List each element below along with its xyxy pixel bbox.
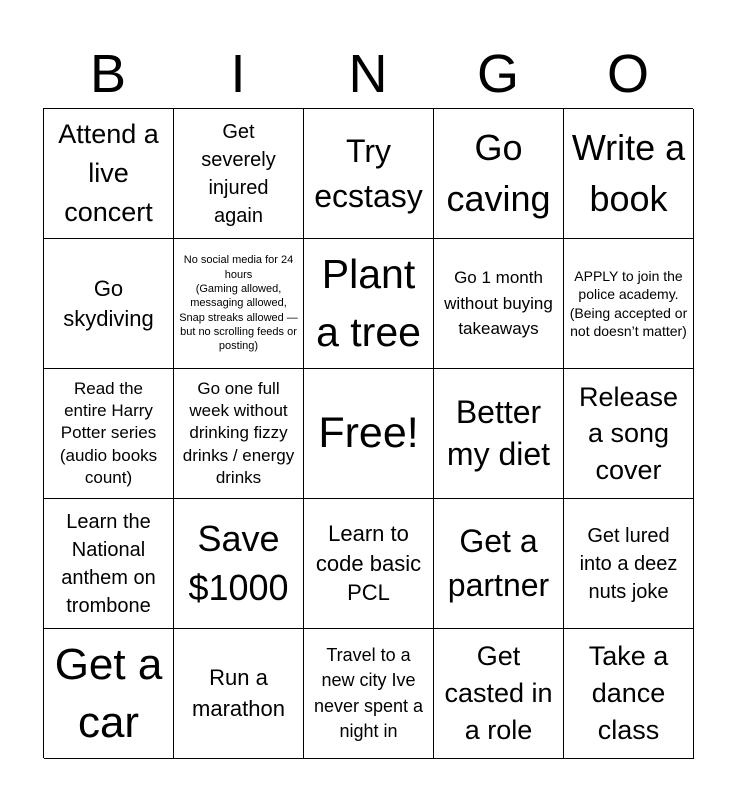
cell-text: APPLY to join the police academy. (Being accepted or not doesn’t matter) bbox=[569, 268, 688, 339]
cell-text: Get a car bbox=[54, 640, 163, 747]
bingo-cell[interactable] bbox=[44, 629, 174, 759]
bingo-cell-free[interactable] bbox=[304, 369, 434, 499]
cell-text: Get a partner bbox=[447, 523, 550, 603]
header-letter-g: G bbox=[476, 44, 519, 104]
cell-text: Go 1 month without buying takeaways bbox=[444, 268, 553, 339]
bingo-cell[interactable] bbox=[564, 629, 694, 759]
cell-text: Take a dance class bbox=[588, 640, 669, 746]
cell-text: Go skydiving bbox=[63, 275, 154, 331]
bingo-cell[interactable] bbox=[304, 239, 434, 369]
bingo-cell[interactable] bbox=[564, 109, 694, 239]
cell-text: Learn to code basic PCL bbox=[315, 520, 422, 606]
cell-text: Attend a live concert bbox=[58, 118, 159, 228]
cell-text: Free! bbox=[318, 408, 419, 457]
cell-text: Plant a tree bbox=[316, 251, 421, 355]
cell-text: Read the entire Harry Potter series (audio books count) bbox=[59, 379, 158, 487]
bingo-cell[interactable] bbox=[174, 109, 304, 239]
cell-text: Save $1000 bbox=[188, 517, 289, 608]
bingo-cell[interactable] bbox=[304, 629, 434, 759]
bingo-cell[interactable] bbox=[564, 499, 694, 629]
cell-text: Go caving bbox=[446, 127, 551, 219]
cell-text: Get casted in a role bbox=[444, 640, 553, 746]
bingo-cell[interactable] bbox=[434, 109, 564, 239]
bingo-cell[interactable] bbox=[174, 239, 304, 369]
cell-text: Get lured into a deez nuts joke bbox=[579, 524, 678, 603]
header-letter-n: N bbox=[348, 44, 388, 104]
bingo-cell[interactable] bbox=[564, 239, 694, 369]
bingo-cell[interactable] bbox=[434, 369, 564, 499]
cell-text: Write a book bbox=[571, 127, 686, 219]
bingo-cell[interactable] bbox=[434, 629, 564, 759]
cell-text: Release a song cover bbox=[578, 381, 679, 485]
bingo-cell[interactable] bbox=[564, 369, 694, 499]
cell-text: Travel to a new city Ive never spent a night in bbox=[313, 645, 424, 741]
bingo-cell[interactable] bbox=[434, 499, 564, 629]
bingo-cell[interactable] bbox=[44, 109, 174, 239]
bingo-cell[interactable] bbox=[304, 499, 434, 629]
bingo-cell[interactable] bbox=[174, 629, 304, 759]
bingo-cell[interactable] bbox=[44, 239, 174, 369]
bingo-cell[interactable] bbox=[174, 499, 304, 629]
bingo-cell[interactable] bbox=[304, 109, 434, 239]
header-letter-o: O bbox=[606, 44, 649, 104]
bingo-cell[interactable] bbox=[44, 499, 174, 629]
bingo-cell[interactable] bbox=[434, 239, 564, 369]
header-letter-i: I bbox=[230, 44, 246, 104]
cell-text: Get severely injured again bbox=[201, 120, 276, 227]
cell-text: Go one full week without drinking fizzy drinks / energy drinks bbox=[182, 379, 295, 487]
header-letter-b: B bbox=[89, 44, 127, 104]
bingo-cell[interactable] bbox=[174, 369, 304, 499]
bingo-grid bbox=[43, 108, 693, 758]
bingo-header bbox=[43, 40, 693, 108]
cell-text: Run a marathon bbox=[192, 664, 285, 721]
bingo-cell[interactable] bbox=[44, 369, 174, 499]
cell-text: Better my diet bbox=[446, 393, 551, 472]
cell-text: Try ecstasy bbox=[314, 132, 423, 214]
cell-text: No social media for 24 hours (Gaming allowed, messaging allowed, Snap streaks allowed — but no scrolling feeds or posting) bbox=[179, 254, 298, 353]
cell-text: Learn the National anthem on trombone bbox=[61, 510, 156, 617]
